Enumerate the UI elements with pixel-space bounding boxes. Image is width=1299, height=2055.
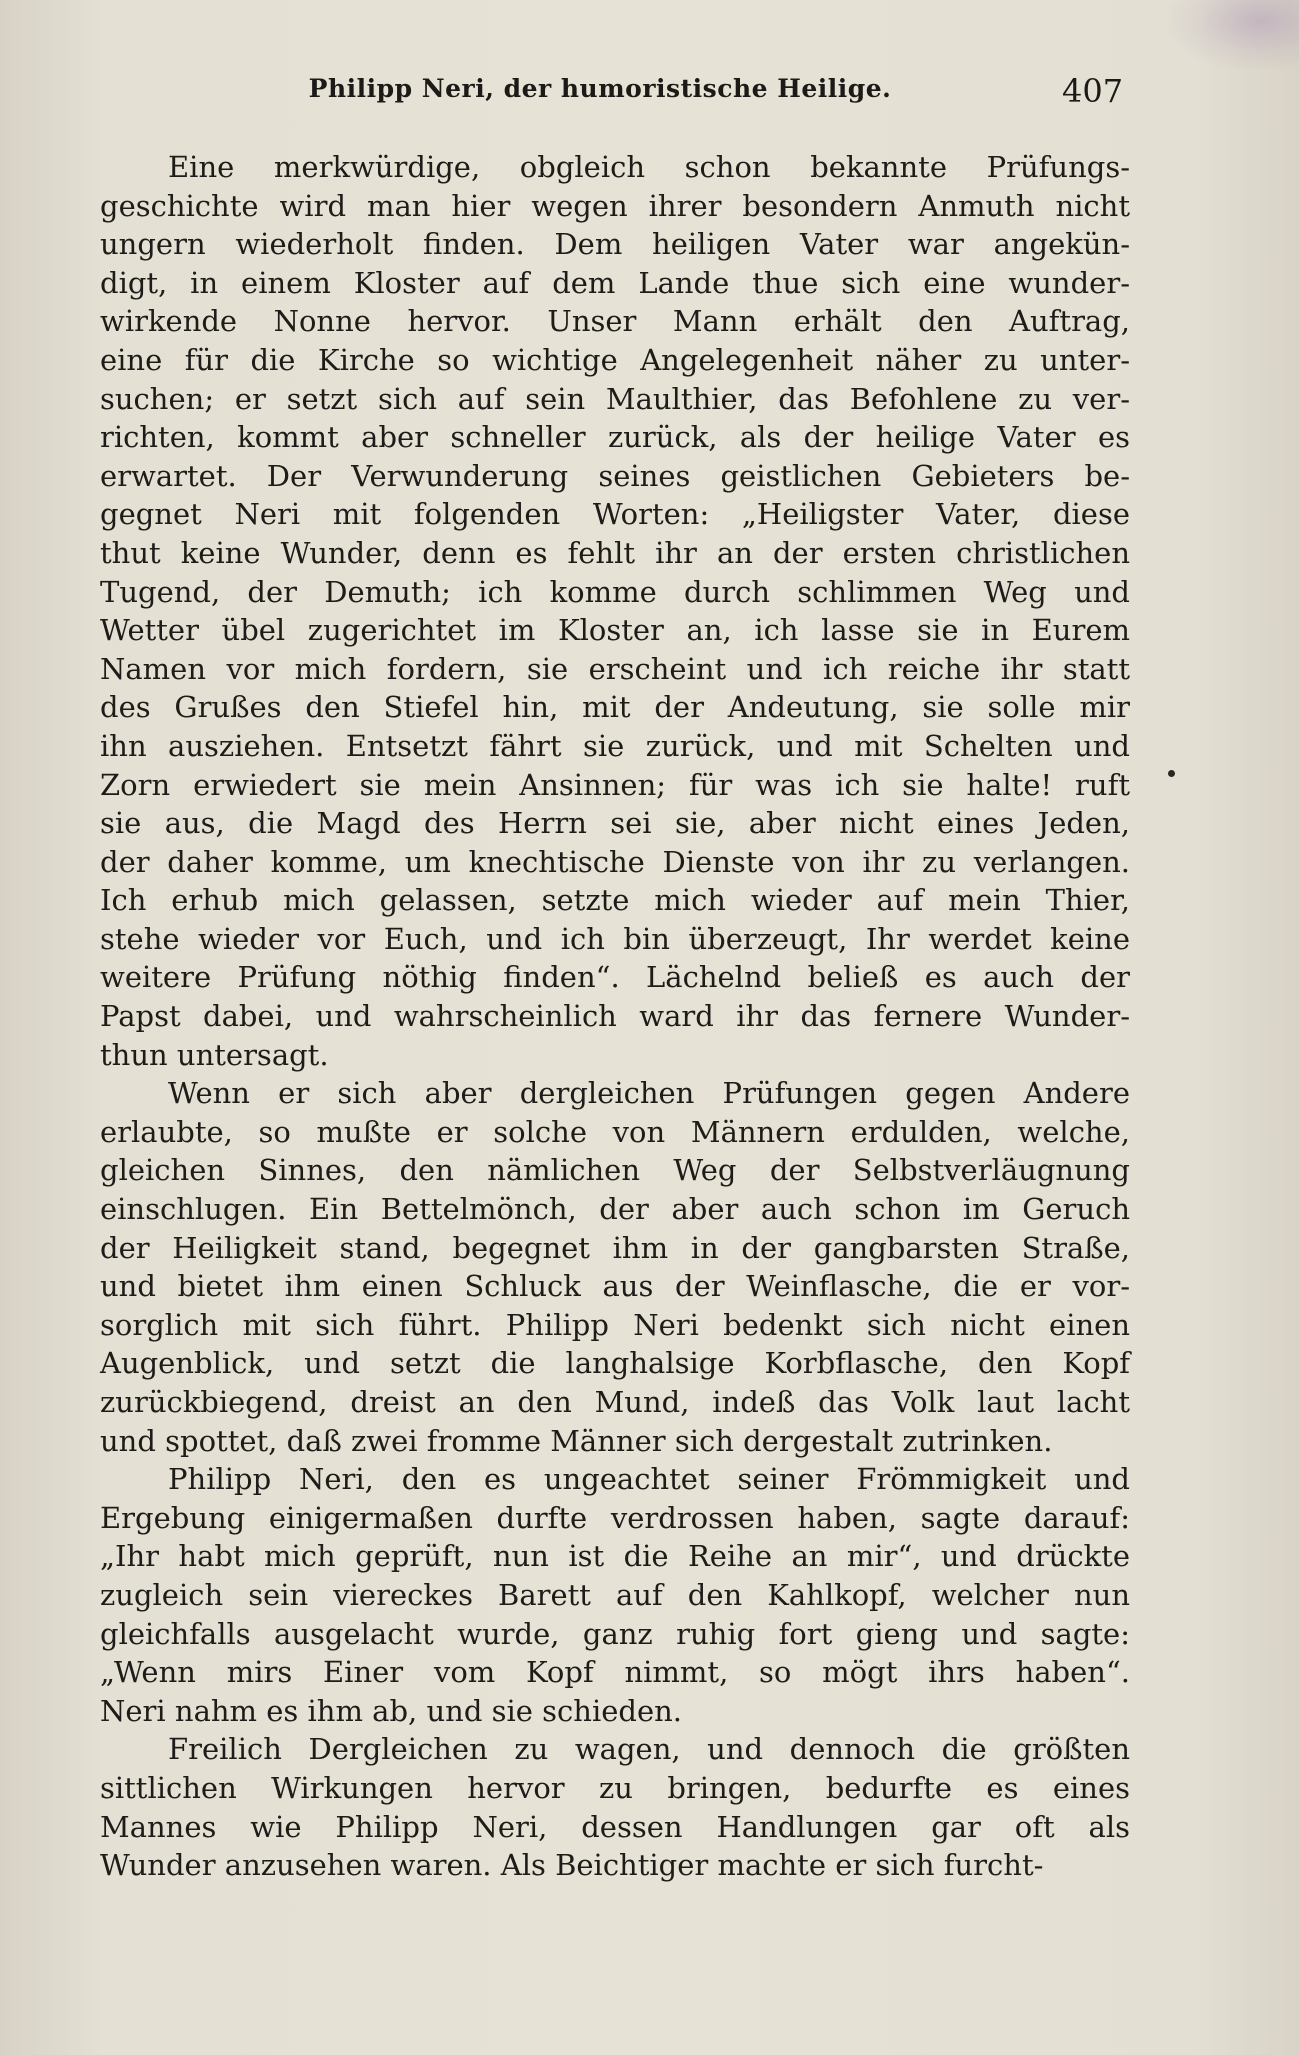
text-line: Namen vor mich fordern, sie erscheint und ich reiche ihr statt xyxy=(100,651,1130,686)
text-line: Ergebung einigermaßen durfte verdrossen haben, sagte darauf: xyxy=(100,1500,1130,1535)
text-line: „Wenn mirs Einer vom Kopf nimmt, so mögt ihrs haben“. xyxy=(100,1655,1130,1690)
paragraph xyxy=(100,1074,1130,1460)
text-line: erlaubte, so mußte er solche von Männern erdulden, welche, xyxy=(100,1114,1130,1149)
body-text xyxy=(100,148,1130,1885)
text-line: stehe wieder vor Euch, und ich bin überzeugt, Ihr werdet keine xyxy=(100,921,1130,956)
text-line: Augenblick, und setzt die langhalsige Korbflasche, den Kopf xyxy=(100,1346,1130,1381)
ink-stain xyxy=(1169,0,1299,70)
text-line: Zorn erwiedert sie mein Ansinnen; für was ich sie halte! ruft xyxy=(100,767,1130,802)
text-line: ihn ausziehen. Entsetzt fährt sie zurück, und mit Schelten und xyxy=(100,728,1130,763)
text-line: einschlugen. Ein Bettelmönch, der aber auch schon im Geruch xyxy=(100,1192,1130,1227)
text-line: des Grußes den Stiefel hin, mit der Andeutung, sie solle mir xyxy=(100,690,1130,725)
text-line: Freilich Dergleichen zu wagen, und dennoch die größten xyxy=(168,1732,1130,1767)
text-line: eine für die Kirche so wichtige Angelegenheit näher zu unter- xyxy=(100,342,1130,377)
text-line: sie aus, die Magd des Herrn sei sie, aber nicht eines Jeden, xyxy=(100,806,1130,841)
printing-speck xyxy=(1168,770,1175,777)
text-line: Wetter übel zugerichtet im Kloster an, ich lasse sie in Eurem xyxy=(100,613,1130,648)
text-line: Wenn er sich aber dergleichen Prüfungen gegen Andere xyxy=(168,1076,1130,1111)
text-line: Papst dabei, und wahrscheinlich ward ihr das fernere Wunder- xyxy=(100,999,1130,1034)
running-head xyxy=(0,74,1299,114)
text-line: zurückbiegend, dreist an den Mund, indeß das Volk laut lacht xyxy=(100,1385,1130,1419)
text-line: digt, in einem Kloster auf dem Lande thue sich eine wunder- xyxy=(100,265,1130,300)
paragraph xyxy=(100,148,1130,1074)
text-line: thun untersagt. xyxy=(100,1037,329,1072)
text-line: erwartet. Der Verwunderung seines geistlichen Gebieters be- xyxy=(100,458,1130,493)
text-line: Wunder anzusehen waren. Als Beichtiger machte er sich furcht- xyxy=(100,1848,1044,1883)
text-line: „Ihr habt mich geprüft, nun ist die Reihe an mir“, und drückte xyxy=(100,1539,1130,1574)
text-line: geschichte wird man hier wegen ihrer besondern Anmuth nicht xyxy=(100,188,1130,223)
text-line: weitere Prüfung nöthig finden“. Lächelnd beließ es auch der xyxy=(100,960,1130,995)
text-line: und bietet ihm einen Schluck aus der Weinflasche, die er vor- xyxy=(100,1269,1130,1304)
text-line: der Heiligkeit stand, begegnet ihm in der gangbarsten Straße, xyxy=(100,1230,1130,1265)
text-line: Philipp Neri, den es ungeachtet seiner Frömmigkeit und xyxy=(168,1462,1130,1497)
paragraph xyxy=(100,1730,1130,1884)
text-line: suchen; er setzt sich auf sein Maulthier, das Befohlene zu ver- xyxy=(100,381,1130,416)
text-line: Neri nahm es ihm ab, und sie schieden. xyxy=(100,1693,683,1728)
text-line: gleichen Sinnes, den nämlichen Weg der Selbstverläugnung xyxy=(100,1153,1130,1188)
running-title: Philipp Neri, der humoristische Heilige. xyxy=(308,74,892,103)
text-line: ungern wiederholt finden. Dem heiligen Vater war angekün- xyxy=(100,227,1130,262)
text-line: und spottet, daß zwei fromme Männer sich dergestalt zutrinken. xyxy=(100,1423,1053,1458)
text-line: sorglich mit sich führt. Philipp Neri bedenkt sich nicht einen xyxy=(100,1307,1130,1342)
paragraph xyxy=(100,1460,1130,1730)
page-number: 407 xyxy=(1062,72,1124,110)
text-line: richten, kommt aber schneller zurück, als der heilige Vater es xyxy=(100,420,1130,455)
text-line: wirkende Nonne hervor. Unser Mann erhält den Auftrag, xyxy=(100,304,1130,339)
text-line: sittlichen Wirkungen hervor zu bringen, bedurfte es eines xyxy=(100,1770,1130,1805)
text-line: der daher komme, um knechtische Dienste von ihr zu verlangen. xyxy=(100,844,1130,879)
text-line: Mannes wie Philipp Neri, dessen Handlungen gar oft als xyxy=(100,1809,1130,1844)
text-line: Eine merkwürdige, obgleich schon bekannte Prüfungs- xyxy=(168,150,1130,184)
text-line: Tugend, der Demuth; ich komme durch schlimmen Weg und xyxy=(100,574,1130,609)
text-line: Ich erhub mich gelassen, setzte mich wieder auf mein Thier, xyxy=(100,883,1130,918)
text-line: zugleich sein viereckes Barett auf den Kahlkopf, welcher nun xyxy=(100,1577,1130,1612)
text-line: gegnet Neri mit folgenden Worten: „Heiligster Vater, diese xyxy=(100,497,1130,532)
text-line: thut keine Wunder, denn es fehlt ihr an der ersten christlichen xyxy=(100,535,1130,570)
text-line: gleichfalls ausgelacht wurde, ganz ruhig fort gieng und sagte: xyxy=(100,1616,1130,1651)
